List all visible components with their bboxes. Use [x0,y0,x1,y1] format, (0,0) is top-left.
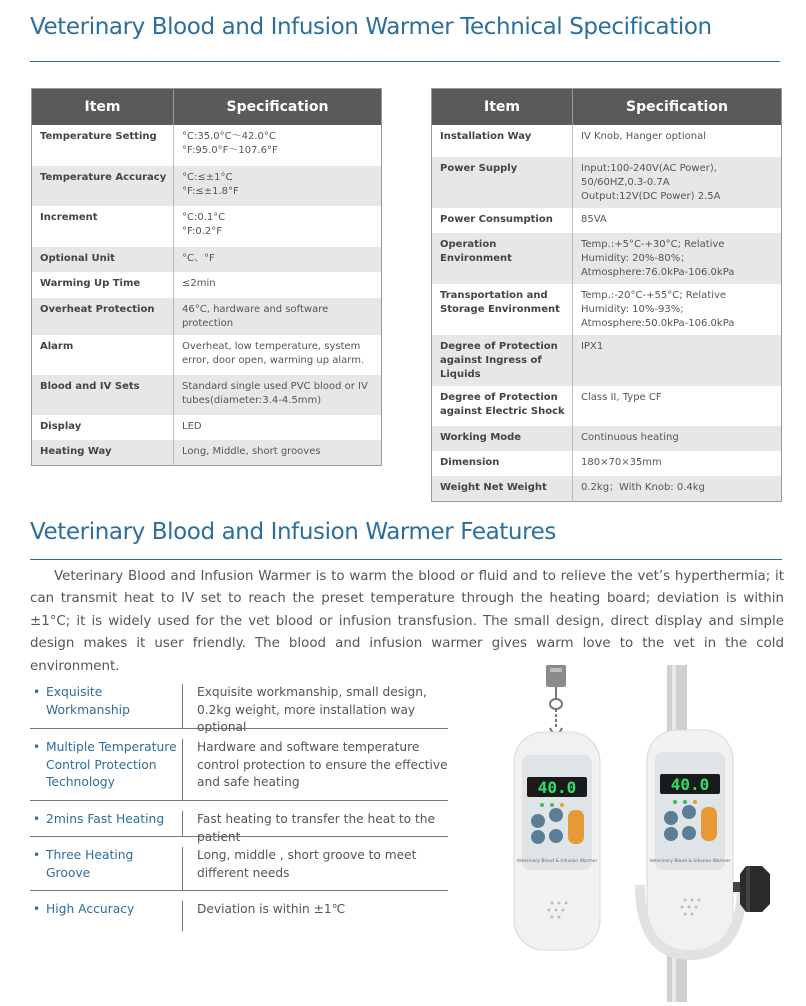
spec-value [174,335,382,375]
spec-value-line: LED [182,421,202,432]
col-header-spec: Specification [573,89,782,126]
spec-value-line: IPX1 [581,341,604,352]
hanger-icon [546,665,566,734]
spec-value-line: 46°C, hardware and software protection [182,304,329,329]
bullet-icon: • [33,740,41,754]
spec-row [32,247,382,272]
spec-value [573,125,782,157]
spec-value [174,125,382,166]
spec-value-line: Overheat, low temperature, system error, door open, warming up alarm. [182,341,365,366]
spec-item: Optional Unit [32,247,174,272]
spec-row [432,476,782,501]
spec-item: Blood and IV Sets [32,375,174,415]
spec-value-line: °C:0.1°C [182,212,226,223]
spec-value-line: Continuous heating [581,432,679,443]
spec-value-line: Class II, Type CF [581,392,662,403]
spec-value-line: Temp.:+5°C-+30°C; Relative Humidity: 20%-80%；Atmosphere:76.0kPa-106.0kPa [581,239,735,278]
spec-value-line: °F:95.0°F～107.6°F [182,145,278,156]
feature-row [30,674,448,734]
spec-value-line: Long, Middle, short grooves [182,446,321,457]
spec-item: Power Consumption [432,208,573,233]
feature-desc: Exquisite workmanship, small design, 0.2kg weight, more installation way optional [197,685,427,734]
device-label: Veterinary Blood & Infusion Warmer [516,859,598,864]
spec-value-line: Standard single used PVC blood or IV tubes(diameter:3.4-4.5mm) [182,381,368,406]
spec-row [32,166,382,206]
feature-divider [182,901,183,931]
spec-value [174,415,382,440]
feature-divider [182,684,183,728]
spec-row [32,415,382,440]
feature-row [30,729,448,801]
spec-row [432,125,782,157]
spec-item: Temperature Setting [32,125,174,166]
spec-item: Weight Net Weight [432,476,573,501]
spec-value-line: Temp.:-20°C-+55°C; Relative Humidity: 10%-93%; Atmosphere:50.0kPa-106.0kPa [581,290,735,329]
spec-value [573,284,782,335]
spec-row [32,125,382,166]
feature-divider [182,739,183,800]
spec-value-line: °C、°F [182,253,215,264]
feature-name: • Multiple Temperature Control Protection Technology [33,740,177,789]
spec-value-line: 180×70×35mm [581,457,662,468]
spec-row [32,335,382,375]
features-heading: Veterinary Blood and Infusion Warmer Features [30,519,556,545]
col-header-item: Item [432,89,573,126]
feature-name: • High Accuracy [30,901,180,919]
spec-value-line: °F:≤±1.8°F [182,186,239,197]
spec-item: Display [32,415,174,440]
feature-desc: Hardware and software temperature control protection to ensure the effective and safe heating [197,740,448,789]
spec-row [432,386,782,426]
spec-heading-rule [30,61,780,62]
spec-item: Transportation and Storage Environment [432,284,573,335]
spec-row [32,298,382,335]
feature-name: • 2mins Fast Heating [30,811,180,829]
feature-row [30,891,448,931]
spec-value [174,440,382,465]
spec-item: Heating Way [32,440,174,465]
spec-value [174,166,382,206]
spec-value [573,386,782,426]
spec-row [32,440,382,465]
spec-value [174,206,382,247]
feature-desc: Fast heating to transfer the heat to the patient [197,812,435,844]
spec-value-line: Output:12V(DC Power) 2.5A [581,191,721,202]
feature-divider [182,811,183,836]
spec-value-line: °C:≤±1°C [182,172,233,183]
spec-table-right [431,88,782,502]
spec-row [432,233,782,284]
feature-name: • Three Heating Groove [33,848,134,880]
spec-row [432,284,782,335]
spec-value [573,233,782,284]
spec-row [32,206,382,247]
spec-row [432,451,782,476]
feature-desc: Deviation is within ±1℃ [197,902,346,916]
spec-value-line: °C:35.0°C～42.0°C [182,131,276,142]
spec-value [573,426,782,451]
feature-row [30,837,448,891]
spec-table-left [31,88,382,466]
spec-row [432,208,782,233]
spec-value [174,272,382,298]
spec-item: Alarm [32,335,174,375]
display-readout: 40.0 [537,778,577,797]
spec-row [432,335,782,386]
spec-value-line: 0.2kg；With Knob: 0.4kg [581,482,705,493]
spec-value [174,375,382,415]
spec-value [174,247,382,272]
spec-value [573,476,782,501]
spec-value [174,298,382,335]
warmer-device-left [514,732,600,950]
features-paragraph: Veterinary Blood and Infusion Warmer is to warm the blood or fluid and to relieve the vet’s hyperthermia; it can transmit heat to IV set to reach the preset temperature through the heating board; deviation is within ±1°C; it is widely used for the vet blood or infusion transfusion. The small design, direct display and simple design makes it user friendly. The blood and infusion warmer gives warm love to the vet in the cold environment. [30,569,784,674]
spec-value [573,208,782,233]
bullet-icon: • [33,848,41,862]
spec-value-line: 85VA [581,214,607,225]
spec-item: Degree of Protection against Ingress of Liquids [432,335,573,386]
spec-item: Power Supply [432,157,573,208]
spec-row [32,375,382,415]
feature-divider [182,847,183,890]
bullet-icon: • [33,902,41,916]
spec-value-line: ≤2min [182,278,216,289]
spec-row [432,426,782,451]
feature-name: • Exquisite Workmanship [33,685,130,717]
spec-heading: Veterinary Blood and Infusion Warmer Technical Specification [30,14,712,40]
warmer-device-right [640,730,770,955]
spec-row [32,272,382,298]
features-list [30,674,448,931]
feature-row [30,801,448,844]
product-image [480,660,790,1002]
spec-item: Operation Environment [432,233,573,284]
spec-item: Temperature Accuracy [32,166,174,206]
spec-item: Degree of Protection against Electric Shock [432,386,573,426]
spec-item: Dimension [432,451,573,476]
spec-value-line: IV Knob, Hanger optional [581,131,706,142]
spec-item: Warming Up Time [32,272,174,298]
spec-item: Overheat Protection [32,298,174,335]
col-header-spec: Specification [174,89,382,126]
spec-value-line: °F:0.2°F [182,226,222,237]
spec-value [573,157,782,208]
spec-value [573,335,782,386]
spec-row [432,157,782,208]
features-heading-rule [30,559,782,560]
bullet-icon: • [33,685,41,699]
spec-item: Installation Way [432,125,573,157]
spec-value [573,451,782,476]
device-label: Veterinary Blood & Infusion Warmer [649,859,731,864]
spec-value-line: Input:100-240V(AC Power), 50/60HZ,0.3-0.7A [581,163,717,188]
spec-item: Increment [32,206,174,247]
spec-item: Working Mode [432,426,573,451]
display-readout: 40.0 [670,775,710,794]
bullet-icon: • [33,812,41,826]
feature-desc: Long, middle , short groove to meet different needs [197,848,417,880]
col-header-item: Item [32,89,174,126]
